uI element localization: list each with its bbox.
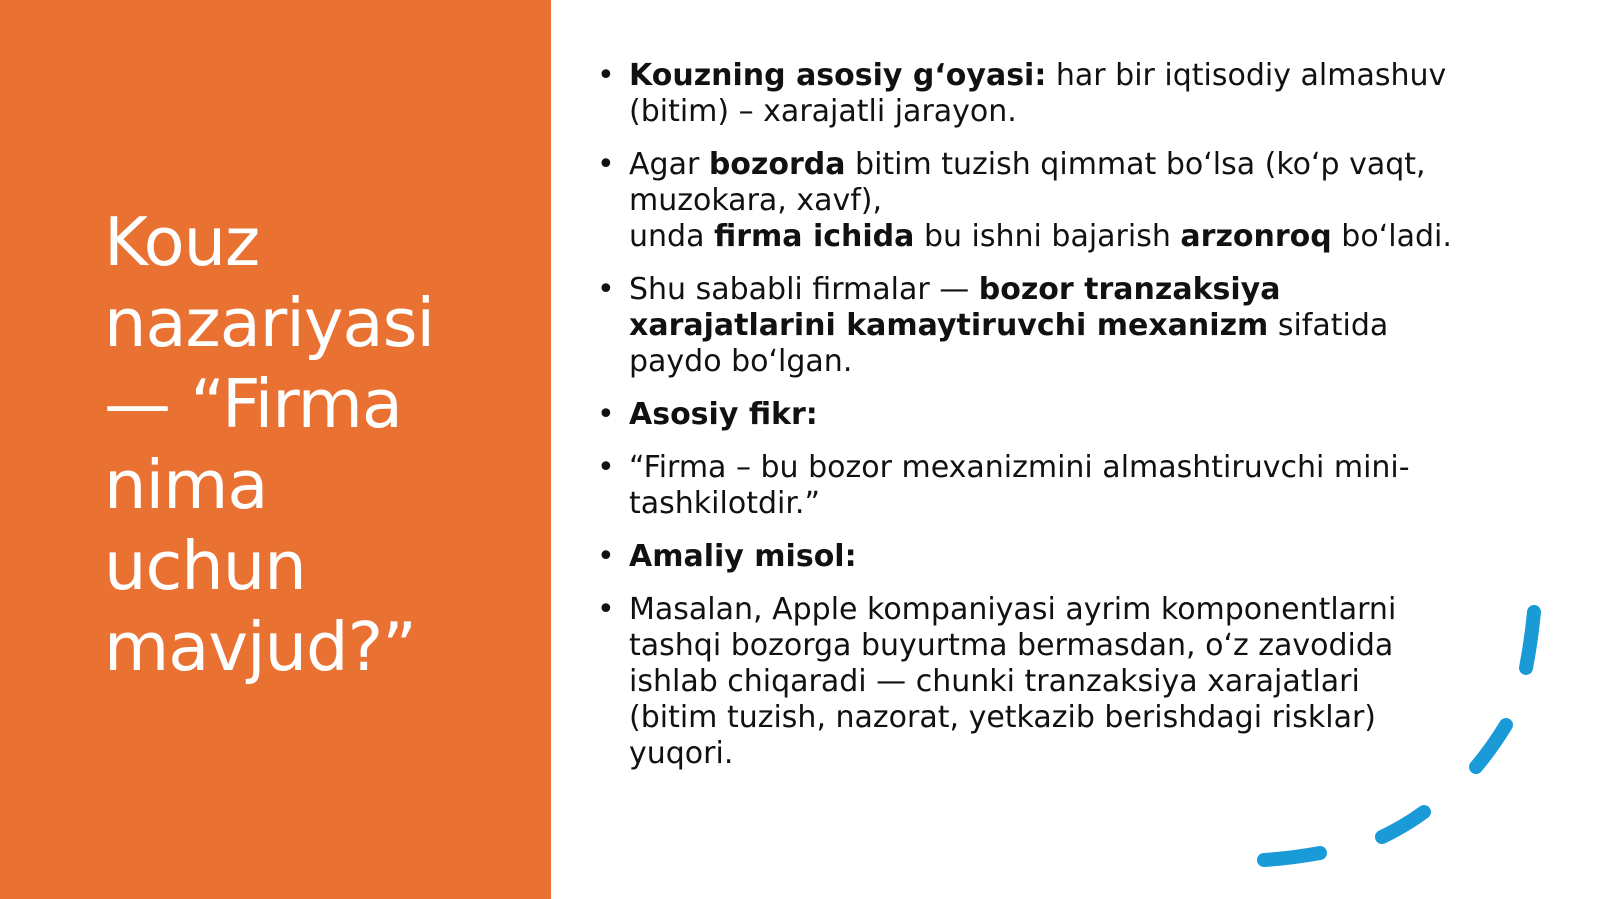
dash-stroke bbox=[1526, 612, 1534, 668]
bullet-item-market-cost bbox=[597, 147, 1477, 255]
title-line: — “Firma bbox=[104, 365, 402, 443]
text-line bbox=[629, 308, 1477, 344]
text-line bbox=[629, 147, 1477, 183]
text-line: ishlab chiqaradi — chunki tranzaksiya xarajatlari bbox=[629, 664, 1360, 699]
text-line: muzokara, xavf), bbox=[629, 183, 883, 218]
bold-phrase: Asosiy fikr: bbox=[629, 397, 818, 432]
dash-stroke bbox=[1476, 725, 1506, 767]
bold-phrase: Amaliy misol: bbox=[629, 539, 857, 574]
text-line: (bitim) – xarajatli jarayon. bbox=[629, 94, 1017, 129]
text-line bbox=[629, 397, 1477, 433]
dash-stroke bbox=[1264, 853, 1320, 860]
text-segment: Shu sababli firmalar — bbox=[629, 272, 979, 307]
bold-phrase: xarajatlarini kamaytiruvchi mexanizm bbox=[629, 308, 1269, 343]
bold-phrase: arzonroq bbox=[1180, 219, 1332, 254]
text-line: Masalan, Apple kompaniyasi ayrim komponentlarni bbox=[629, 592, 1397, 627]
text-line bbox=[629, 539, 1477, 575]
text-segment: unda bbox=[629, 219, 714, 254]
bullet-text bbox=[629, 147, 1477, 255]
bold-phrase: bozor tranzaksiya bbox=[978, 272, 1281, 307]
bullet-item-quote bbox=[597, 450, 1477, 522]
bullet-item-main-thought bbox=[597, 397, 1477, 433]
text-line: paydo bo‘lgan. bbox=[629, 344, 853, 379]
title-line: uchun bbox=[104, 527, 306, 605]
text-segment: bitim tuzish qimmat bo‘lsa (ko‘p vaqt, bbox=[845, 147, 1426, 182]
bullet-item-apple-example bbox=[597, 592, 1477, 772]
text-line: tashkilotdir.” bbox=[629, 486, 820, 521]
bullet-dot: • bbox=[597, 58, 615, 93]
bullet-text bbox=[629, 272, 1477, 380]
bullet-dot: • bbox=[597, 592, 615, 627]
title-line: Kouz bbox=[104, 203, 260, 281]
bullet-text bbox=[629, 539, 1477, 575]
bullet-item-practical-example bbox=[597, 539, 1477, 575]
bullet-dot: • bbox=[597, 397, 615, 432]
bullet-dot: • bbox=[597, 539, 615, 574]
bullet-dot: • bbox=[597, 272, 615, 307]
bullet-text bbox=[629, 397, 1477, 433]
bold-phrase: firma ichida bbox=[714, 219, 915, 254]
bullet-item-firms-mechanism bbox=[597, 272, 1477, 380]
text-segment: sifatida bbox=[1268, 308, 1389, 343]
bullet-text bbox=[629, 450, 1477, 522]
title-panel bbox=[0, 0, 551, 899]
text-line: (bitim tuzish, nazorat, yetkazib berishdagi risklar) bbox=[629, 700, 1377, 735]
text-segment: Agar bbox=[629, 147, 709, 182]
title-line: nima bbox=[104, 446, 268, 524]
bullet-list bbox=[597, 58, 1477, 789]
title-line: nazariyasi bbox=[104, 284, 435, 362]
text-line: yuqori. bbox=[629, 736, 734, 771]
text-line bbox=[629, 272, 1477, 308]
slide-title bbox=[104, 202, 544, 688]
text-segment: bo‘ladi. bbox=[1331, 219, 1452, 254]
bullet-item-main-idea bbox=[597, 58, 1477, 130]
bold-phrase: Kouzning asosiy g‘oyasi: bbox=[629, 58, 1047, 93]
dash-stroke bbox=[1382, 812, 1424, 837]
bullet-dot: • bbox=[597, 450, 615, 485]
bullet-text bbox=[629, 592, 1477, 772]
bullet-text bbox=[629, 58, 1477, 130]
text-segment: bu ishni bajarish bbox=[914, 219, 1181, 254]
text-line bbox=[629, 219, 1477, 255]
bold-phrase: bozorda bbox=[708, 147, 846, 182]
text-segment: har bir iqtisodiy almashuv bbox=[1046, 58, 1447, 93]
title-line: mavjud?” bbox=[104, 608, 416, 686]
text-line: tashqi bozorga buyurtma bermasdan, o‘z zavodida bbox=[629, 628, 1394, 663]
bullet-dot: • bbox=[597, 147, 615, 182]
text-line: “Firma – bu bozor mexanizmini almashtiruvchi mini- bbox=[629, 450, 1410, 485]
text-line bbox=[629, 58, 1477, 94]
